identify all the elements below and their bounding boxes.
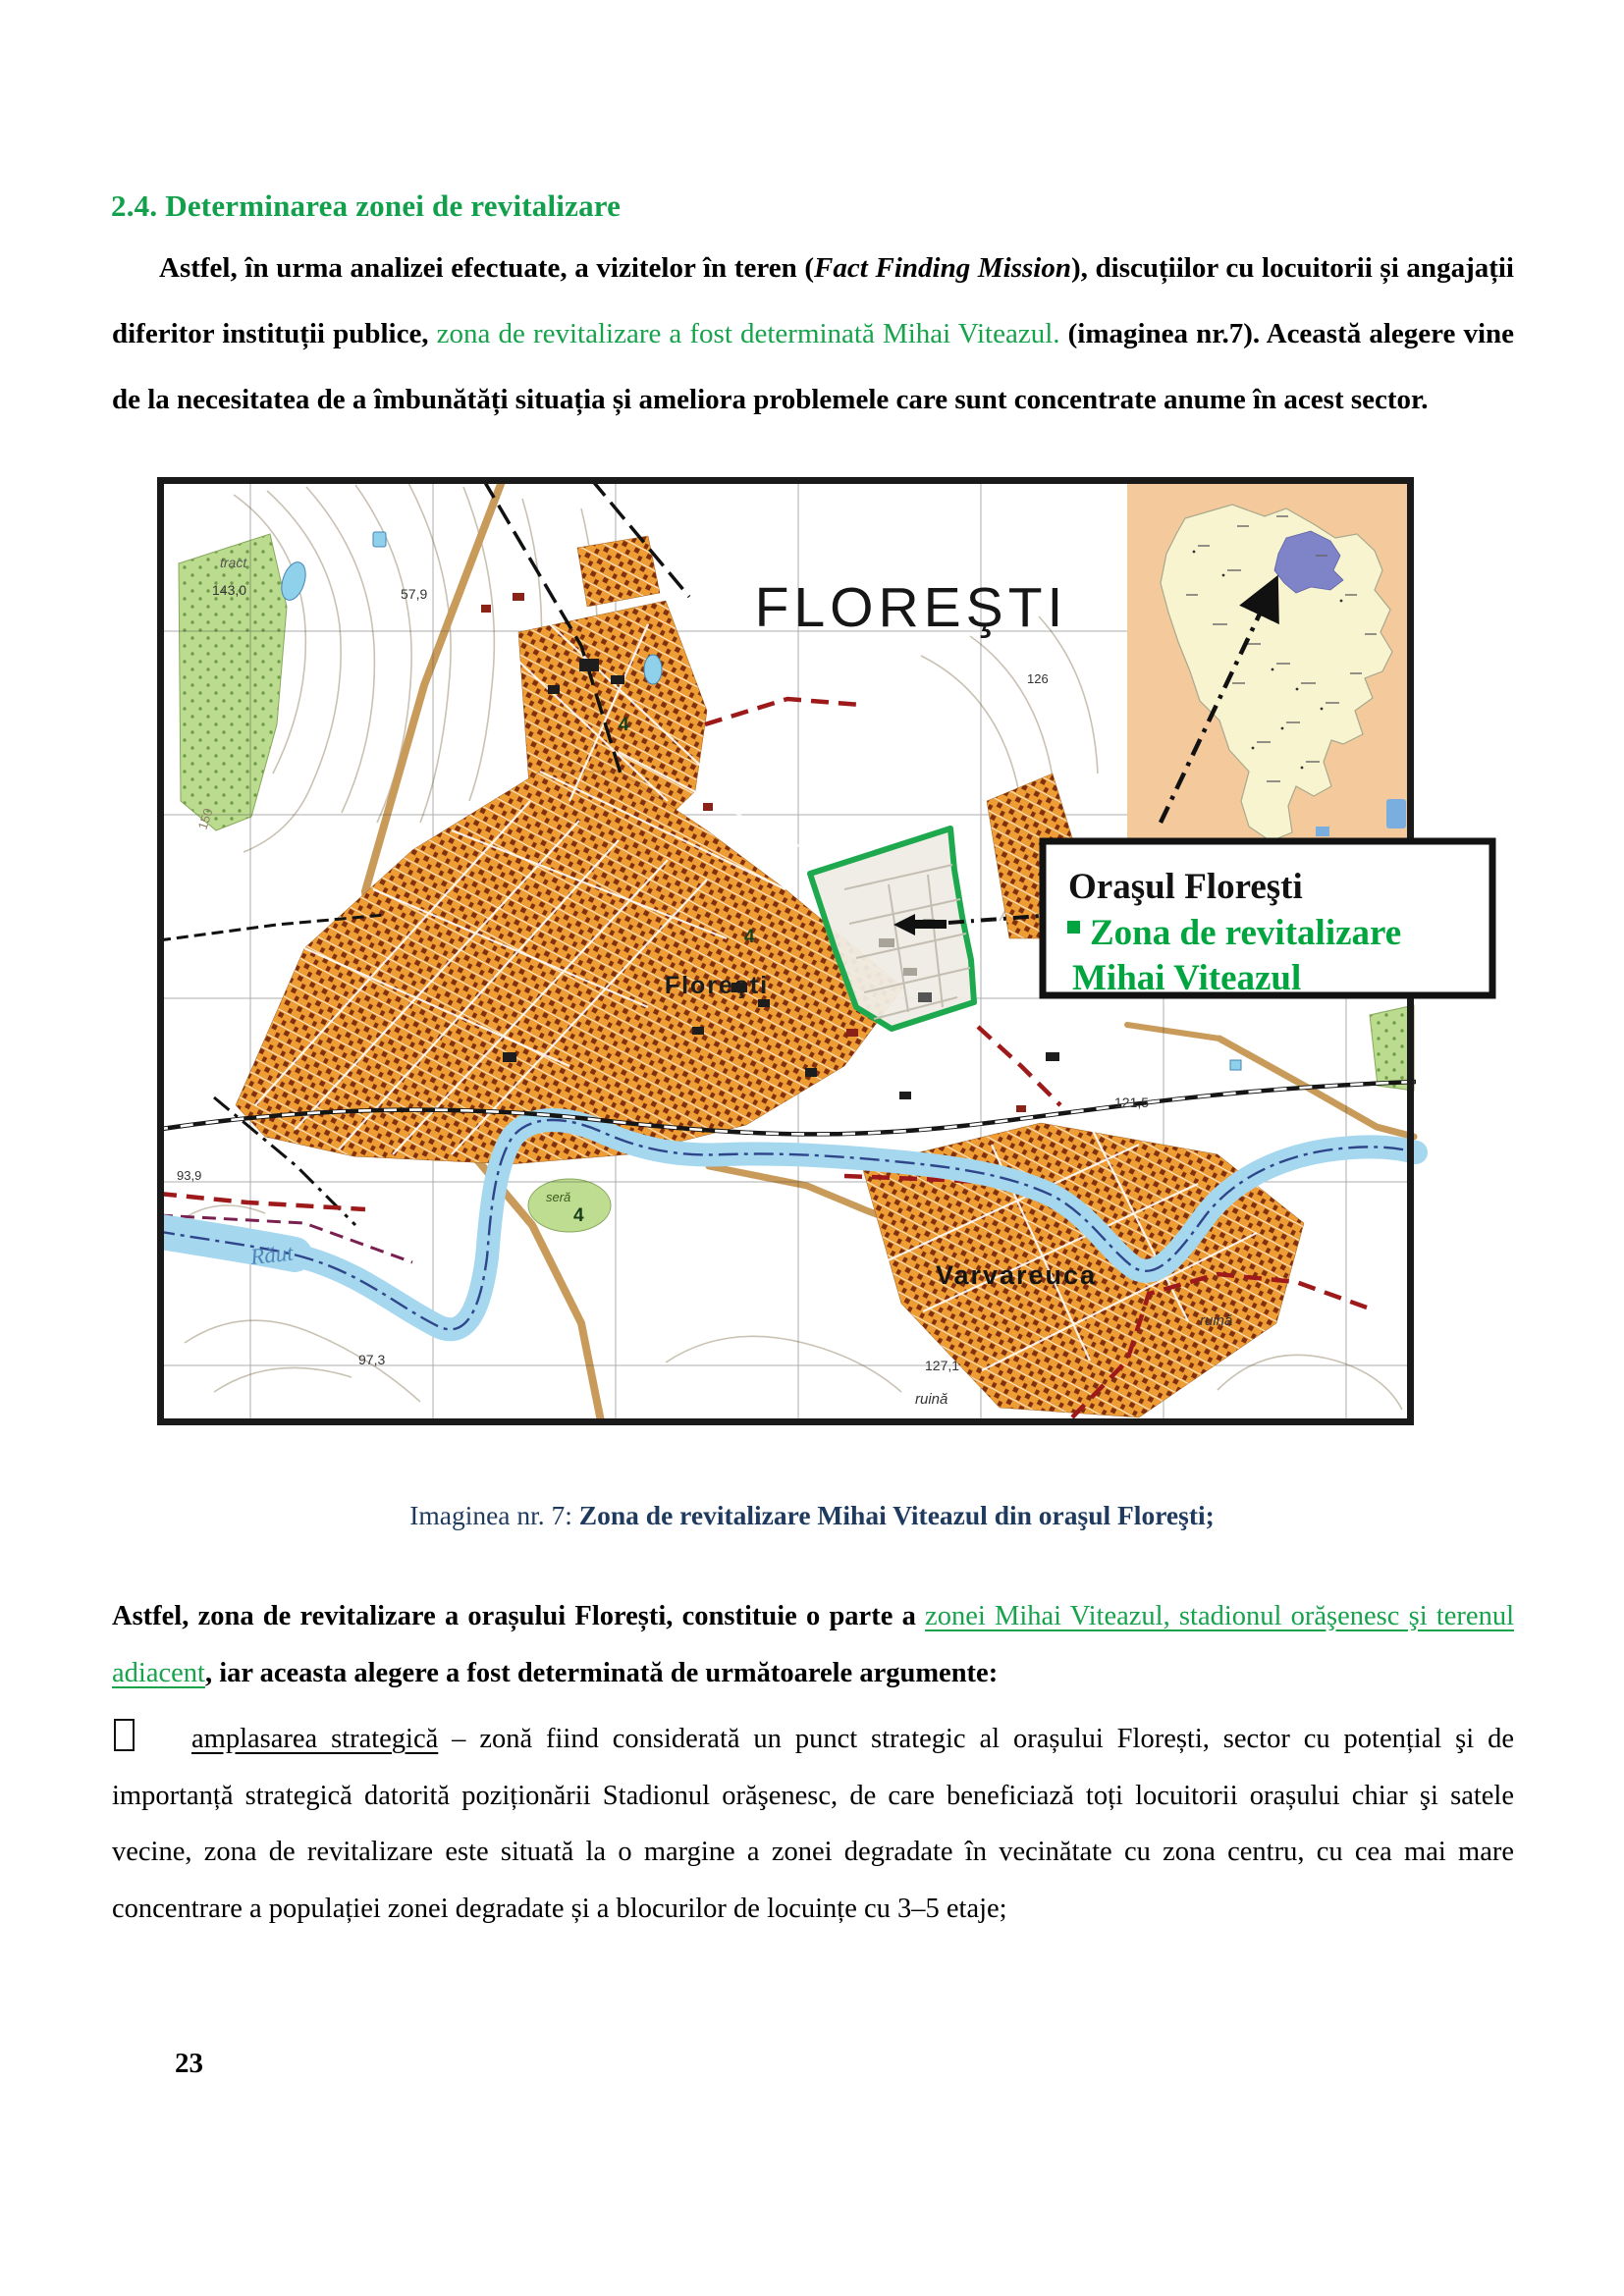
- caption-title: Zona de revitalizare Mihai Viteazul din oraşul Floreşti;: [578, 1500, 1215, 1530]
- argument-paragraph: [112, 1588, 1514, 1701]
- text-segment: zonei Mihai Viteazul, stadionul orăşenesc şi terenul adiacent: [112, 1601, 1514, 1688]
- section-heading: 2.4. Determinarea zonei de revitalizare: [111, 188, 622, 223]
- elevation-label: 143,0: [212, 582, 247, 598]
- legend-line2: Mihai Viteazul: [1072, 958, 1302, 998]
- ruins-label: ruină: [1200, 1312, 1233, 1329]
- tract-label: tract: [220, 555, 247, 570]
- greenhouse-label: seră: [546, 1190, 571, 1204]
- text-segment: , iar aceasta alegere a fost determinată de următoarele argumente:: [204, 1657, 999, 1688]
- text-segment: – zonă fiind considerată un punct strategic al orașului Florești, sector cu potențial şi de importanță strategică datorită poziționării Stadionul orăşenesc, de care beneficiază toți locuitorii orașului chiar şi satele vecine, zona de revitalizare este situată la o margine a zonei degradate în vecinătate cu zona centru, cu cea mai mare concentrare a populației zonei degradate și a blocurilor de locuințe cu 3–5 etaje;: [112, 1724, 1514, 1924]
- missing-glyph-bullet-icon: [114, 1719, 135, 1751]
- village-label: Varvareuca: [935, 1260, 1098, 1290]
- topographic-map: [157, 477, 1497, 1435]
- elevation-label: 127,1: [925, 1358, 960, 1373]
- inset-water: [1316, 827, 1329, 836]
- legend-bullet-icon: [1067, 921, 1080, 934]
- body-text: [112, 1588, 1514, 1937]
- legend-line1: Zona de revitalizare: [1090, 913, 1402, 953]
- text-segment: (imaginea nr.7). Această alegere vine de la necesitatea de a îmbunătăți situația și ameliora problemele care sunt concentrate anume în acest sector.: [112, 318, 1515, 415]
- elevation-label: 57,9: [401, 586, 428, 602]
- text-segment: Fact Finding Mission: [814, 252, 1071, 284]
- page-number: 23: [175, 2048, 203, 2079]
- text-segment: amplasarea strategică: [191, 1724, 439, 1754]
- text-segment: Astfel, zona de revitalizare a orașului Florești, constituie o parte a: [112, 1601, 926, 1631]
- map-legend: [1043, 841, 1492, 998]
- intro-paragraph: [112, 236, 1514, 433]
- bullet-item: [112, 1711, 1514, 1937]
- river-label: Răut: [248, 1240, 295, 1269]
- ruins-label: ruină: [915, 1391, 948, 1408]
- orchard-symbol: 4: [619, 715, 629, 735]
- figure-caption: [113, 1500, 1511, 1531]
- bullet-text: [112, 1724, 1514, 1924]
- orchard-symbol: 4: [744, 927, 755, 947]
- contour-label: 150: [194, 806, 216, 831]
- caption-prefix: Imaginea nr. 7:: [409, 1500, 579, 1530]
- town-label: Floreşti: [664, 972, 770, 999]
- text-segment: Astfel, în urma analizei efectuate, a vizitelor în teren (: [159, 252, 815, 284]
- elevation-label: 93,9: [177, 1168, 202, 1183]
- moldova-inset-map: [1127, 481, 1414, 844]
- map-title: FLOREŞTI: [754, 576, 1068, 639]
- elevation-label: 126: [1027, 671, 1049, 686]
- inset-water: [1386, 799, 1406, 828]
- elevation-label: 97,3: [358, 1352, 386, 1367]
- elevation-label: 121,5: [1114, 1095, 1150, 1110]
- map-figure: [157, 477, 1497, 1435]
- orchard-symbol: 4: [573, 1205, 584, 1226]
- legend-title: Oraşul Floreşti: [1068, 867, 1303, 907]
- text-segment: zona de revitalizare a fost determinată Mihai Viteazul.: [436, 318, 1060, 349]
- text-segment: ), discuțiilor cu locuitorii și angajații diferitor instituții publice,: [112, 252, 1514, 349]
